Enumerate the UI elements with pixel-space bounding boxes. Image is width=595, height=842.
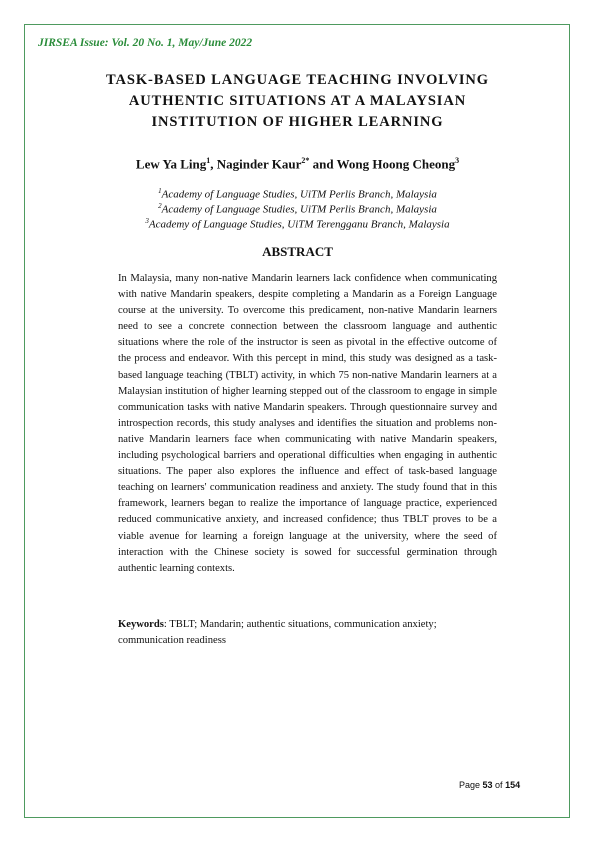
affiliation-3 xyxy=(60,217,535,231)
page-prefix: Page xyxy=(459,780,483,790)
title-line-1: TASK-BASED LANGUAGE TEACHING INVOLVING xyxy=(106,72,489,88)
author-affil-sup: 3 xyxy=(455,156,460,165)
affiliation-sup: 1 xyxy=(158,187,162,195)
author-name: Wong Hoong Cheong xyxy=(336,156,456,172)
page-current: 53 xyxy=(482,780,493,790)
affiliation-2 xyxy=(60,202,535,216)
keywords-label: Keywords xyxy=(118,619,164,630)
affiliation-1 xyxy=(60,187,535,201)
page-of: of xyxy=(492,780,506,790)
keywords-text: : TBLT; Mandarin; authentic situations, communication anxiety; communication readiness xyxy=(118,619,437,646)
title-line-3: INSTITUTION OF HIGHER LEARNING xyxy=(151,114,444,130)
abstract-text: In Malaysia, many non-native Mandarin learners lack confidence when communicating with native Mandarin speakers, despite completing a Mandarin as a Foreign Language course at the university. To overcome this predicament, non-native Mandarin learners need to see a concrete connection between the classroom language and authentic situations where the role of the instructor is seen as pivotal in the effective outcome of the process and endeavor. With this percept in mind, this study was designed as a task-based language teaching (TBLT) activity, in which 75 non-native Mandarin learners at a Malaysian institution of higher learning stepped out of the classroom to engage in simple communication tasks with native Mandarin speakers. Through questionnaire survey and introspection records, this study analyses and identifies the situation and problems non-native Mandarin learners face when communicating with native Mandarin speakers, including psychological barriers and operational difficulties when engaging in authentic situations. The paper also explores the influence and effect of task-based language teaching on learners' communication readiness and anxiety. The study found that in this framework, learners began to realize the importance of language practice, experienced reduced communicative anxiety, and increased confidence; thus TBLT proves to be a viable avenue for learning a foreign language at the university, where the seed of interaction with the Chinese society is sowed for successful germination through authentic learning contexts. xyxy=(118,273,497,574)
author-separator: and xyxy=(309,156,337,172)
keywords xyxy=(118,617,498,649)
author-affil-sup: 2* xyxy=(301,156,310,165)
affiliation-text: Academy of Language Studies, UiTM Perlis Branch, Malaysia xyxy=(161,188,437,201)
affiliation-text: Academy of Language Studies, UiTM Terengganu Branch, Malaysia xyxy=(148,218,450,231)
page-number xyxy=(459,780,520,790)
author-name: Lew Ya Ling xyxy=(135,156,207,172)
abstract-heading: ABSTRACT xyxy=(262,244,333,259)
journal-header: JIRSEA Issue: Vol. 20 No. 1, May/June 2022 xyxy=(38,37,253,49)
author-list xyxy=(60,156,535,172)
title-line-2: AUTHENTIC SITUATIONS AT A MALAYSIAN xyxy=(128,93,467,109)
author-separator: , xyxy=(210,156,217,172)
author-name: Naginder Kaur xyxy=(216,156,302,172)
affiliation-sup: 2 xyxy=(158,202,162,210)
page-total: 154 xyxy=(505,780,521,790)
author-affil-sup: 1 xyxy=(206,156,211,165)
affiliation-sup: 3 xyxy=(145,217,149,225)
affiliation-text: Academy of Language Studies, UiTM Perlis Branch, Malaysia xyxy=(161,203,437,216)
